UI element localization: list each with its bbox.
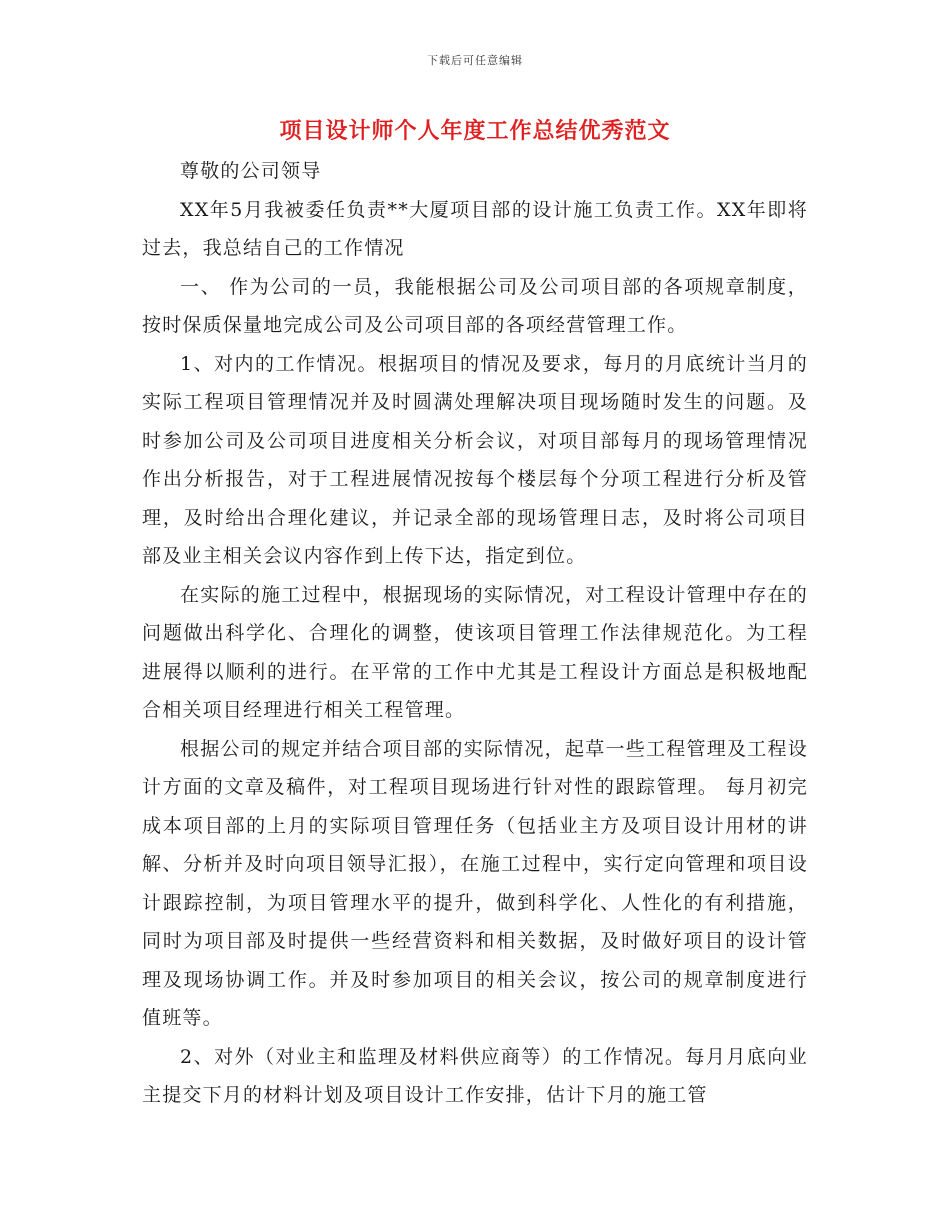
header-note: 下载后可任意编辑 (427, 54, 523, 67)
paragraph-internal-work: 1、对内的工作情况。根据项目的情况及要求，每月的月底统计当月的实际工程项目管理情况并及时圆满处理解决项目现场随时发生的问题。及时参加公司及公司项目进度相关分析会议，对项目部每月的现场管理情况作出分析报告，对于工程进展情况按每个楼层每个分项工程进行分析及管理，及时给出合理化建议，并记录全部的现场管理日志，及时将公司项目部及业主相关会议内容作到上传下达，指定到位。 (142, 352, 808, 567)
salutation: 尊敬的公司领导 (180, 160, 322, 182)
paragraph-intro: XX年5月我被委任负责**大厦项目部的设计施工负责工作。XX年即将过去，我总结自己的工作情况 (142, 198, 808, 259)
paragraph-section-one: 一、 作为公司的一员，我能根据公司及公司项目部的各项规章制度，按时保质保量地完成公司及公司项目部的各项经营管理工作。 (142, 275, 808, 336)
paragraph-regulations: 根据公司的规定并结合项目部的实际情况，起草一些工程管理及工程设计方面的文章及稿件，对工程项目现场进行针对性的跟踪管理。 每月初完成本项目部的上月的实际项目管理任务（包括业主方及项目设计用材的讲解、分析并及时向项目领导汇报），在施工过程中，实行定向管理和项目设计跟踪控制，为项目管理水平的提升，做到科学化、人性化的有利措施，同时为项目部及时提供一些经营资料和相关数据，及时做好项目的设计管理及现场协调工作。并及时参加项目的相关会议，按公司的规章制度进行值班等。 (142, 737, 808, 1029)
document-body (142, 152, 808, 1115)
paragraph-construction: 在实际的施工过程中，根据现场的实际情况，对工程设计管理中存在的问题做出科学化、合理化的调整，使该项目管理工作法律规范化。为工程进展得以顺利的进行。在平常的工作中尤其是工程设计方面总是积极地配合相关项目经理进行相关工程管理。 (142, 583, 808, 721)
paragraph-external-work: 2、对外（对业主和监理及材料供应商等）的工作情况。每月月底向业主提交下月的材料计划及项目设计工作安排，估计下月的施工管 (142, 1045, 808, 1106)
document-title: 项目设计师个人年度工作总结优秀范文 (279, 118, 671, 144)
